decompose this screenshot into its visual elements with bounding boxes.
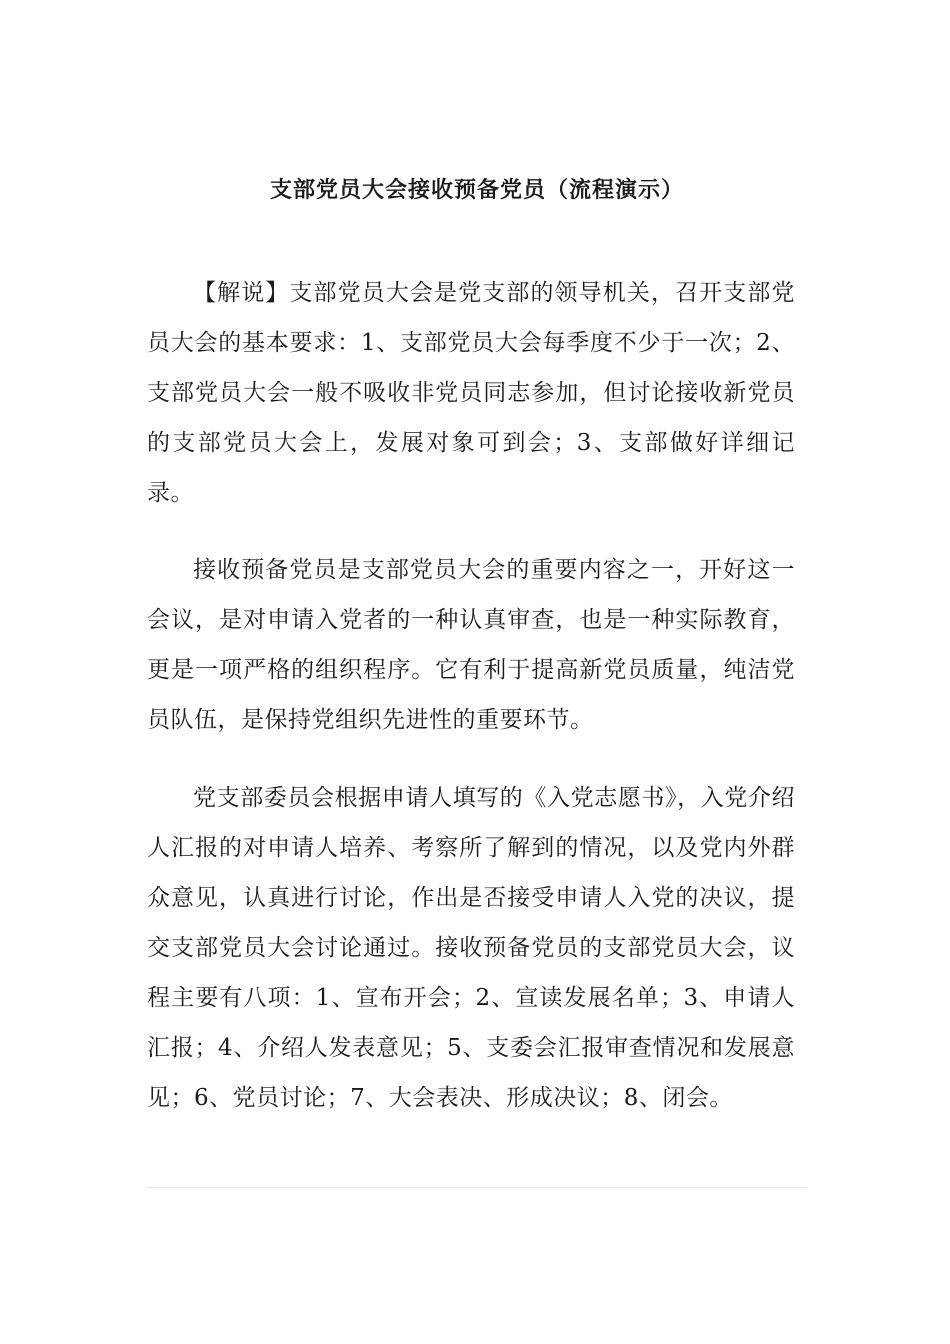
- paragraph-importance: 接收预备党员是支部党员大会的重要内容之一，开好这一会议，是对申请入党者的一种认真审查，也是一种实际教育，更是一项严格的组织程序。它有利于提高新党员质量，纯洁党员队伍，是保持党组织先进性的重要环节。: [147, 557, 795, 733]
- paragraph-intro: 【解说】支部党员大会是党支部的领导机关，召开支部党员大会的基本要求：1、支部党员大会每季度不少于一次；2、支部党员大会一般不吸收非党员同志参加，但讨论接收新党员的支部党员大会上，发展对象可到会；3、支部做好详细记录。: [147, 280, 795, 506]
- document-title: 支部党员大会接收预备党员（流程演示）: [269, 177, 684, 203]
- bottom-divider: [147, 1187, 807, 1188]
- paragraph-procedure: 党支部委员会根据申请人填写的《入党志愿书》，入党介绍人汇报的对申请人培养、考察所了解到的情况，以及党内外群众意见，认真进行讨论，作出是否接受申请人入党的决议，提交支部党员大会讨论通过。接收预备党员的支部党员大会，议程主要有八项：1、宣布开会；2、宣读发展名单；3、申请人汇报；4、介绍人发表意见；5、支委会汇报审查情况和发展意见；6、党员讨论；7、大会表决、形成决议；8、闭会。: [147, 785, 795, 1111]
